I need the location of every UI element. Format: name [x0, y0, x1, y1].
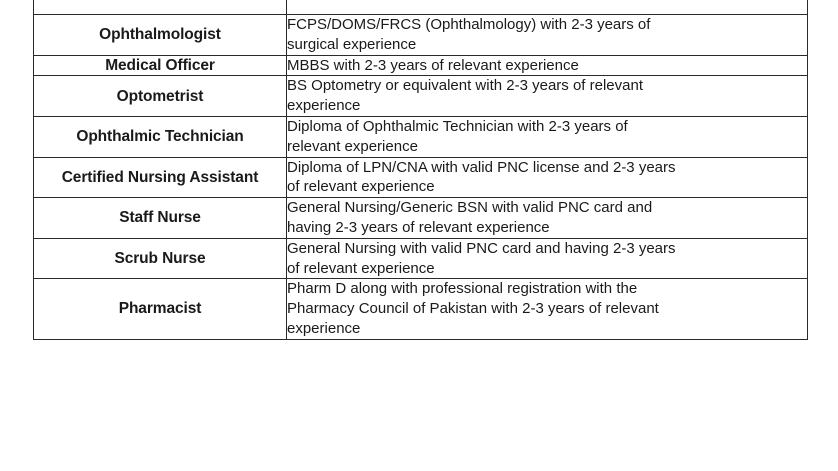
qualification-cell — [287, 15, 808, 56]
role-cell: Staff Nurse — [34, 198, 287, 239]
qualification-cell — [287, 279, 808, 339]
table-row — [34, 157, 808, 198]
role-cell: Optometrist — [34, 76, 287, 117]
qualification-line: FCPS/DOMS/FRCS (Ophthalmology) with 2-3 years of — [287, 16, 651, 33]
qualification-line: General Nursing with valid PNC card and having 2-3 years — [287, 239, 676, 257]
role-cell: Ophthalmic Technician — [34, 116, 287, 157]
table-row — [34, 76, 808, 117]
role-cell: Certified Nursing Assistant — [34, 157, 287, 198]
qualification-cell — [287, 157, 808, 198]
table-row — [34, 116, 808, 157]
role-cell: Medical Officer — [34, 55, 287, 76]
table-row — [34, 238, 808, 279]
qualification-line: BS Optometry or equivalent with 2-3 years of relevant — [287, 77, 644, 95]
table-row — [34, 55, 808, 76]
qualification-cell — [287, 116, 808, 157]
qualification-cell — [287, 76, 808, 117]
qualification-cell — [287, 0, 808, 15]
qualification-line: Diploma of LPN/CNA with valid PNC license and 2-3 years — [287, 158, 676, 176]
qualification-line: Pharmacy Council of Pakistan with 2-3 years of relevant — [287, 300, 659, 318]
qualification-cell — [287, 238, 808, 279]
role-cell — [34, 0, 287, 15]
table-row — [34, 0, 808, 15]
table-body — [34, 0, 808, 339]
qualification-line: relevant experience — [287, 137, 418, 155]
qualification-line: of relevant experience — [287, 259, 435, 277]
qualification-line: surgical experience — [287, 35, 417, 53]
qualification-cell — [287, 198, 808, 239]
role-cell: Pharmacist — [34, 279, 287, 339]
qualification-line: having 2-3 years of relevant experience — [287, 218, 550, 236]
qualification-line: General Nursing/Generic BSN with valid PNC card and — [287, 199, 653, 217]
qualification-line: of relevant experience — [287, 178, 435, 196]
qualification-line: experience — [287, 319, 361, 337]
qualification-line: Pharm D along with professional registration with the — [287, 280, 638, 298]
role-cell: Scrub Nurse — [34, 238, 287, 279]
qualification-line: MBBS with 2-3 years of relevant experience — [287, 56, 579, 74]
table-row — [34, 15, 808, 56]
role-cell: Ophthalmologist — [34, 15, 287, 56]
qualification-cell — [287, 55, 808, 76]
qualification-table — [33, 0, 808, 340]
table-row — [34, 279, 808, 339]
qualification-line: experience — [287, 97, 361, 115]
qualification-line: Diploma of Ophthalmic Technician with 2-3 years of — [287, 117, 628, 135]
table-row — [34, 198, 808, 239]
